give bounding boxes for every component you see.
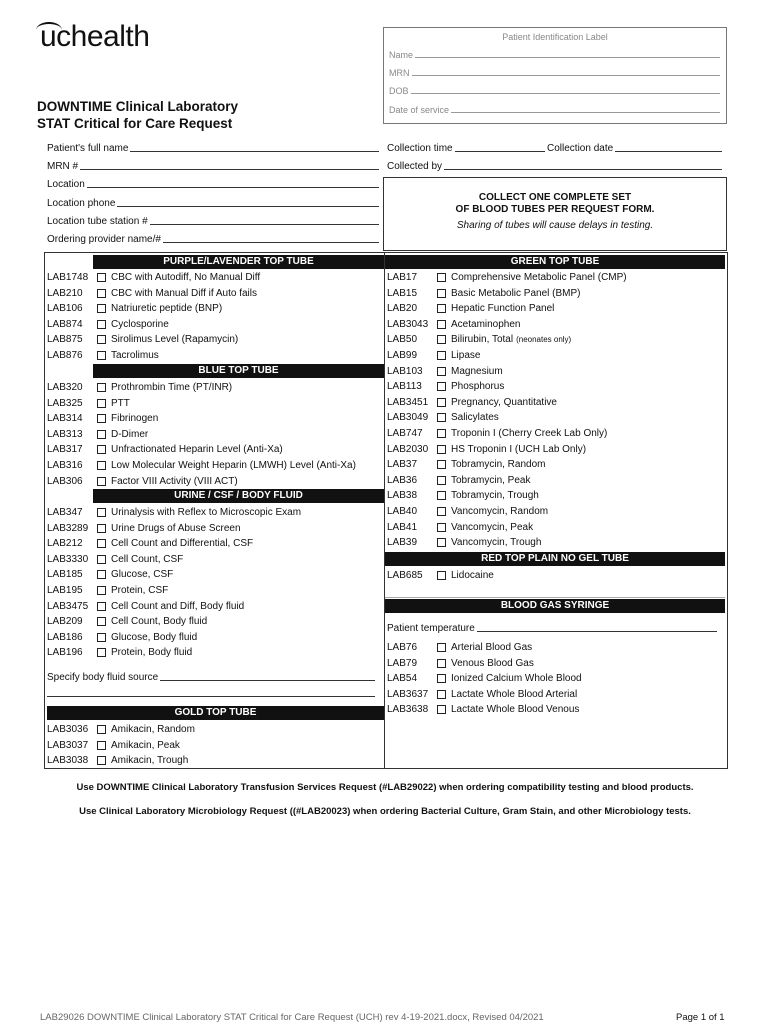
test-name: Pregnancy, Quantitative bbox=[451, 396, 557, 408]
test-row bbox=[47, 396, 130, 411]
test-checkbox[interactable] bbox=[437, 674, 446, 683]
location-phone-field[interactable]: Location phone bbox=[47, 195, 379, 209]
test-name: Basic Metabolic Panel (BMP) bbox=[451, 287, 581, 299]
test-row bbox=[47, 599, 244, 614]
collect-notice-italic: Sharing of tubes will cause delays in testing. bbox=[456, 220, 654, 231]
test-row bbox=[387, 504, 548, 519]
footer-document-id: LAB29026 DOWNTIME Clinical Laboratory STAT Critical for Care Request (UCH) rev 4-19-2021.docx, Revised 04/2021 bbox=[40, 1012, 544, 1023]
label-date-of-service-field: Date of service bbox=[389, 100, 720, 115]
test-row bbox=[47, 567, 173, 582]
test-checkbox[interactable] bbox=[437, 476, 446, 485]
test-name: D-Dimer bbox=[111, 428, 149, 440]
test-checkbox[interactable] bbox=[437, 320, 446, 329]
test-name: Tobramycin, Trough bbox=[451, 490, 539, 502]
body-fluid-source-field[interactable]: Specify body fluid source bbox=[47, 669, 375, 683]
test-name: Venous Blood Gas bbox=[451, 657, 534, 669]
patient-full-name-field[interactable]: Patient's full name bbox=[47, 140, 379, 154]
test-name: Cell Count and Diff, Body fluid bbox=[111, 600, 245, 612]
test-code: LAB212 bbox=[47, 538, 83, 550]
test-checkbox[interactable] bbox=[97, 539, 106, 548]
test-code: LAB79 bbox=[387, 657, 418, 669]
test-row bbox=[387, 535, 541, 550]
test-checkbox[interactable] bbox=[437, 335, 446, 344]
test-checkbox[interactable] bbox=[97, 335, 106, 344]
test-row bbox=[47, 270, 260, 285]
test-name: Hepatic Function Panel bbox=[451, 303, 555, 315]
test-code: LAB103 bbox=[387, 365, 423, 377]
test-checkbox[interactable] bbox=[97, 445, 106, 454]
test-name: Sirolimus Level (Rapamycin) bbox=[111, 334, 239, 346]
test-code: LAB325 bbox=[47, 397, 83, 409]
test-code: LAB39 bbox=[387, 537, 418, 549]
test-name: Vancomycin, Random bbox=[451, 506, 549, 517]
mrn-field[interactable]: MRN # bbox=[47, 158, 379, 172]
test-checkbox[interactable] bbox=[97, 477, 106, 486]
test-code: LAB875 bbox=[47, 334, 83, 346]
test-name: Vancomycin, Trough bbox=[451, 537, 542, 549]
test-row bbox=[47, 505, 301, 520]
gold-tube-header: GOLD TOP TUBE bbox=[47, 706, 384, 720]
purple-tube-header: PURPLE/LAVENDER TOP TUBE bbox=[93, 255, 384, 269]
red-tube-header: RED TOP PLAIN NO GEL TUBE bbox=[385, 552, 725, 566]
uchealth-logo: uchealth bbox=[40, 20, 150, 53]
test-code: LAB106 bbox=[47, 303, 83, 315]
test-code: LAB1748 bbox=[47, 272, 89, 283]
collect-notice-heading: COLLECT ONE COMPLETE SET OF BLOOD TUBES PER REQUEST FORM. bbox=[455, 192, 655, 215]
test-checkbox[interactable] bbox=[97, 741, 106, 750]
test-code: LAB3037 bbox=[47, 739, 89, 751]
test-code: LAB210 bbox=[47, 287, 83, 299]
urine-csf-body-fluid-header: URINE / CSF / BODY FLUID bbox=[93, 489, 384, 503]
test-code: LAB3038 bbox=[47, 755, 89, 767]
test-name: Amikacin, Trough bbox=[111, 755, 189, 767]
test-code: LAB3330 bbox=[47, 553, 89, 565]
test-checkbox[interactable] bbox=[97, 617, 106, 626]
title-line-1: DOWNTIME Clinical Laboratory bbox=[37, 99, 239, 114]
test-code: LAB40 bbox=[387, 506, 418, 517]
test-checkbox[interactable] bbox=[97, 430, 106, 439]
test-code: LAB3049 bbox=[387, 412, 429, 424]
test-name: Cell Count, Body fluid bbox=[111, 616, 208, 628]
collection-date-field[interactable]: Collection date bbox=[547, 140, 722, 154]
test-code: LAB3475 bbox=[47, 600, 89, 612]
patient-id-label-title: Patient Identification Label bbox=[502, 32, 608, 42]
test-name: Lipase bbox=[451, 350, 481, 361]
test-checkbox[interactable] bbox=[437, 273, 446, 282]
test-row bbox=[47, 614, 207, 629]
test-checkbox[interactable] bbox=[437, 382, 446, 391]
form-title bbox=[37, 98, 238, 132]
test-name: PTT bbox=[111, 397, 130, 409]
label-mrn-field: MRN bbox=[389, 63, 720, 78]
test-code: LAB196 bbox=[47, 647, 83, 659]
test-name: Ionized Calcium Whole Blood bbox=[451, 673, 582, 685]
test-row bbox=[387, 410, 499, 425]
test-name: Low Molecular Weight Heparin (LMWH) Level (Anti-Xa) bbox=[111, 460, 356, 471]
test-name: CBC with Manual Diff if Auto fails bbox=[111, 287, 257, 299]
test-row bbox=[387, 568, 494, 583]
patient-temperature-field[interactable]: Patient temperature bbox=[387, 620, 717, 634]
test-row bbox=[387, 395, 557, 410]
test-checkbox[interactable] bbox=[97, 725, 106, 734]
test-name: CBC with Autodiff, No Manual Diff bbox=[111, 272, 261, 283]
test-checkbox[interactable] bbox=[97, 555, 106, 564]
test-code: LAB113 bbox=[387, 381, 422, 393]
test-code: LAB2030 bbox=[387, 443, 429, 455]
test-checkbox[interactable] bbox=[97, 304, 106, 313]
test-name: Arterial Blood Gas bbox=[451, 642, 533, 653]
test-name: Glucose, Body fluid bbox=[111, 631, 198, 643]
test-checkbox[interactable] bbox=[437, 351, 446, 360]
test-row bbox=[387, 473, 530, 488]
test-checkbox[interactable] bbox=[437, 705, 446, 714]
test-code: LAB3043 bbox=[387, 318, 429, 330]
test-checkbox[interactable] bbox=[97, 399, 106, 408]
test-checkbox[interactable] bbox=[97, 570, 106, 579]
test-checkbox[interactable] bbox=[437, 289, 446, 298]
test-name: Cell Count, CSF bbox=[111, 553, 184, 565]
test-checkbox[interactable] bbox=[97, 289, 106, 298]
test-code: LAB15 bbox=[387, 287, 418, 299]
test-name: Lactate Whole Blood Arterial bbox=[451, 688, 578, 700]
grid-divider bbox=[384, 252, 385, 769]
test-row bbox=[47, 474, 238, 489]
test-row bbox=[47, 645, 192, 660]
test-checkbox[interactable] bbox=[97, 320, 106, 329]
test-row bbox=[387, 671, 582, 686]
test-name: Tacrolimus bbox=[111, 350, 159, 361]
test-checkbox[interactable] bbox=[97, 602, 106, 611]
test-code: LAB50 bbox=[387, 334, 418, 346]
test-checkbox[interactable] bbox=[97, 351, 106, 360]
test-row bbox=[387, 656, 534, 671]
test-name: Vancomycin, Peak bbox=[451, 521, 534, 533]
test-code: LAB3289 bbox=[47, 522, 89, 534]
test-checkbox[interactable] bbox=[437, 523, 446, 532]
test-name: Protein, CSF bbox=[111, 585, 169, 596]
test-code: LAB37 bbox=[387, 459, 418, 471]
test-name: Cell Count and Differential, CSF bbox=[111, 538, 254, 550]
test-row bbox=[387, 317, 521, 332]
test-name: Tobramycin, Peak bbox=[451, 474, 531, 486]
test-checkbox[interactable] bbox=[97, 586, 106, 595]
collect-notice-box bbox=[383, 177, 727, 251]
blue-tube-header: BLUE TOP TUBE bbox=[93, 364, 384, 378]
test-checkbox[interactable] bbox=[437, 507, 446, 516]
test-checkbox[interactable] bbox=[437, 413, 446, 422]
test-code: LAB209 bbox=[47, 616, 83, 628]
test-code: LAB195 bbox=[47, 585, 83, 596]
test-checkbox[interactable] bbox=[437, 445, 446, 454]
test-checkbox[interactable] bbox=[437, 491, 446, 500]
test-code: LAB306 bbox=[47, 475, 83, 487]
label-name-field: Name bbox=[389, 45, 720, 60]
patient-id-label-box bbox=[383, 27, 727, 124]
test-name: Magnesium bbox=[451, 365, 503, 377]
collection-time-field[interactable]: Collection time bbox=[387, 140, 545, 154]
collected-by-field[interactable]: Collected by bbox=[387, 158, 722, 172]
test-checkbox[interactable] bbox=[97, 273, 106, 282]
test-row bbox=[47, 753, 188, 768]
test-row bbox=[387, 364, 503, 379]
test-checkbox[interactable] bbox=[437, 367, 446, 376]
test-row bbox=[387, 379, 504, 394]
test-row bbox=[47, 630, 197, 645]
body-fluid-source-line-2[interactable] bbox=[47, 696, 375, 697]
blood-gas-syringe-header: BLOOD GAS SYRINGE bbox=[385, 599, 725, 613]
test-row bbox=[47, 348, 159, 363]
red-section-divider bbox=[385, 597, 725, 598]
test-row bbox=[387, 348, 480, 363]
test-code: LAB317 bbox=[47, 444, 83, 456]
test-row bbox=[47, 317, 169, 332]
test-code: LAB76 bbox=[387, 642, 418, 653]
title-line-2: STAT Critical for Care Request bbox=[37, 116, 233, 131]
test-code: LAB347 bbox=[47, 507, 83, 518]
test-code: LAB3637 bbox=[387, 688, 429, 700]
test-checkbox[interactable] bbox=[437, 304, 446, 313]
test-checkbox[interactable] bbox=[97, 633, 106, 642]
test-code: LAB38 bbox=[387, 490, 418, 502]
test-code: LAB3638 bbox=[387, 704, 429, 716]
test-code: LAB3036 bbox=[47, 724, 89, 735]
test-row bbox=[47, 521, 241, 536]
test-code: LAB99 bbox=[387, 350, 418, 361]
test-name: Glucose, CSF bbox=[111, 569, 174, 581]
test-name: Bilirubin, Total bbox=[451, 334, 514, 346]
ordering-provider-field[interactable]: Ordering provider name/# bbox=[47, 231, 379, 245]
test-row bbox=[47, 458, 356, 473]
location-tube-station-field[interactable]: Location tube station # bbox=[47, 213, 379, 227]
test-name: Lactate Whole Blood Venous bbox=[451, 704, 580, 716]
test-name: Salicylates bbox=[451, 412, 499, 424]
test-code: LAB876 bbox=[47, 350, 83, 361]
test-name: Amikacin, Peak bbox=[111, 739, 180, 751]
test-code: LAB3451 bbox=[387, 396, 429, 408]
test-code: LAB747 bbox=[387, 428, 423, 439]
test-name: Prothrombin Time (PT/INR) bbox=[111, 382, 233, 393]
test-name: Factor VIII Activity (VIII ACT) bbox=[111, 475, 238, 487]
test-row bbox=[387, 457, 545, 472]
test-row bbox=[387, 702, 579, 717]
test-checkbox[interactable] bbox=[97, 648, 106, 657]
location-field[interactable]: Location bbox=[47, 176, 379, 190]
test-row bbox=[387, 488, 539, 503]
test-checkbox[interactable] bbox=[97, 524, 106, 533]
green-tube-header: GREEN TOP TUBE bbox=[385, 255, 725, 269]
test-row bbox=[387, 442, 586, 457]
test-code: LAB186 bbox=[47, 631, 83, 643]
test-name: Cyclosporine bbox=[111, 318, 169, 330]
test-name: Troponin I (Cherry Creek Lab Only) bbox=[451, 428, 608, 439]
test-name: Fibrinogen bbox=[111, 413, 159, 425]
test-code: LAB314 bbox=[47, 413, 83, 425]
test-checkbox[interactable] bbox=[437, 659, 446, 668]
test-code: LAB41 bbox=[387, 521, 418, 533]
test-name: Comprehensive Metabolic Panel (CMP) bbox=[451, 272, 627, 283]
test-name: Lidocaine bbox=[451, 570, 494, 581]
test-row bbox=[387, 426, 607, 441]
test-row bbox=[47, 411, 158, 426]
test-row bbox=[387, 687, 577, 702]
test-name: Amikacin, Random bbox=[111, 724, 195, 735]
test-row bbox=[47, 427, 148, 442]
test-code: LAB20 bbox=[387, 303, 418, 315]
test-row bbox=[47, 442, 283, 457]
footer-page-number: Page 1 of 1 bbox=[676, 1012, 725, 1023]
transfusion-note: Use DOWNTIME Clinical Laboratory Transfusion Services Request (#LAB29022) when ordering compatibility testing and blood products. bbox=[76, 782, 694, 793]
test-qualifier: (neonates only) bbox=[516, 335, 572, 345]
test-checkbox[interactable] bbox=[437, 643, 446, 652]
test-row bbox=[47, 332, 238, 347]
test-row bbox=[387, 520, 533, 535]
test-code: LAB185 bbox=[47, 569, 83, 581]
test-row bbox=[387, 640, 532, 655]
test-checkbox[interactable] bbox=[437, 398, 446, 407]
test-code: LAB316 bbox=[47, 460, 83, 471]
test-checkbox[interactable] bbox=[97, 461, 106, 470]
test-row bbox=[47, 380, 232, 395]
test-name: Urinalysis with Reflex to Microscopic Exam bbox=[111, 507, 302, 518]
test-row bbox=[387, 332, 571, 347]
microbiology-note: Use Clinical Laboratory Microbiology Request ((#LAB20023) when ordering Bacterial Culture, Gram Stain, and other Microbiology tests. bbox=[79, 806, 691, 817]
test-name: Natriuretic peptide (BNP) bbox=[111, 303, 223, 315]
test-code: LAB313 bbox=[47, 428, 83, 440]
test-row bbox=[387, 301, 554, 316]
test-name: Urine Drugs of Abuse Screen bbox=[111, 522, 241, 534]
test-row bbox=[387, 286, 581, 301]
test-checkbox[interactable] bbox=[437, 460, 446, 469]
test-row bbox=[47, 722, 195, 737]
test-checkbox[interactable] bbox=[97, 414, 106, 423]
test-checkbox[interactable] bbox=[437, 538, 446, 547]
test-code: LAB685 bbox=[387, 570, 423, 581]
test-code: LAB874 bbox=[47, 318, 83, 330]
test-name: Acetaminophen bbox=[451, 318, 521, 330]
test-checkbox[interactable] bbox=[97, 508, 106, 517]
test-code: LAB36 bbox=[387, 474, 418, 486]
test-name: HS Troponin I (UCH Lab Only) bbox=[451, 443, 587, 455]
test-name: Tobramycin, Random bbox=[451, 459, 546, 471]
test-row bbox=[47, 583, 168, 598]
test-row bbox=[47, 738, 180, 753]
test-row bbox=[47, 286, 257, 301]
test-row bbox=[47, 536, 253, 551]
test-name: Phosphorus bbox=[451, 381, 505, 393]
test-code: LAB17 bbox=[387, 272, 418, 283]
test-checkbox[interactable] bbox=[437, 571, 446, 580]
test-code: LAB320 bbox=[47, 382, 83, 393]
test-row bbox=[47, 552, 183, 567]
test-row bbox=[387, 270, 627, 285]
test-checkbox[interactable] bbox=[97, 383, 106, 392]
label-dob-field: DOB bbox=[389, 81, 720, 96]
test-checkbox[interactable] bbox=[437, 690, 446, 699]
test-code: LAB54 bbox=[387, 673, 418, 685]
test-name: Unfractionated Heparin Level (Anti-Xa) bbox=[111, 444, 283, 456]
test-name: Protein, Body fluid bbox=[111, 647, 193, 659]
test-checkbox[interactable] bbox=[97, 756, 106, 765]
test-checkbox[interactable] bbox=[437, 429, 446, 438]
test-row bbox=[47, 301, 222, 316]
